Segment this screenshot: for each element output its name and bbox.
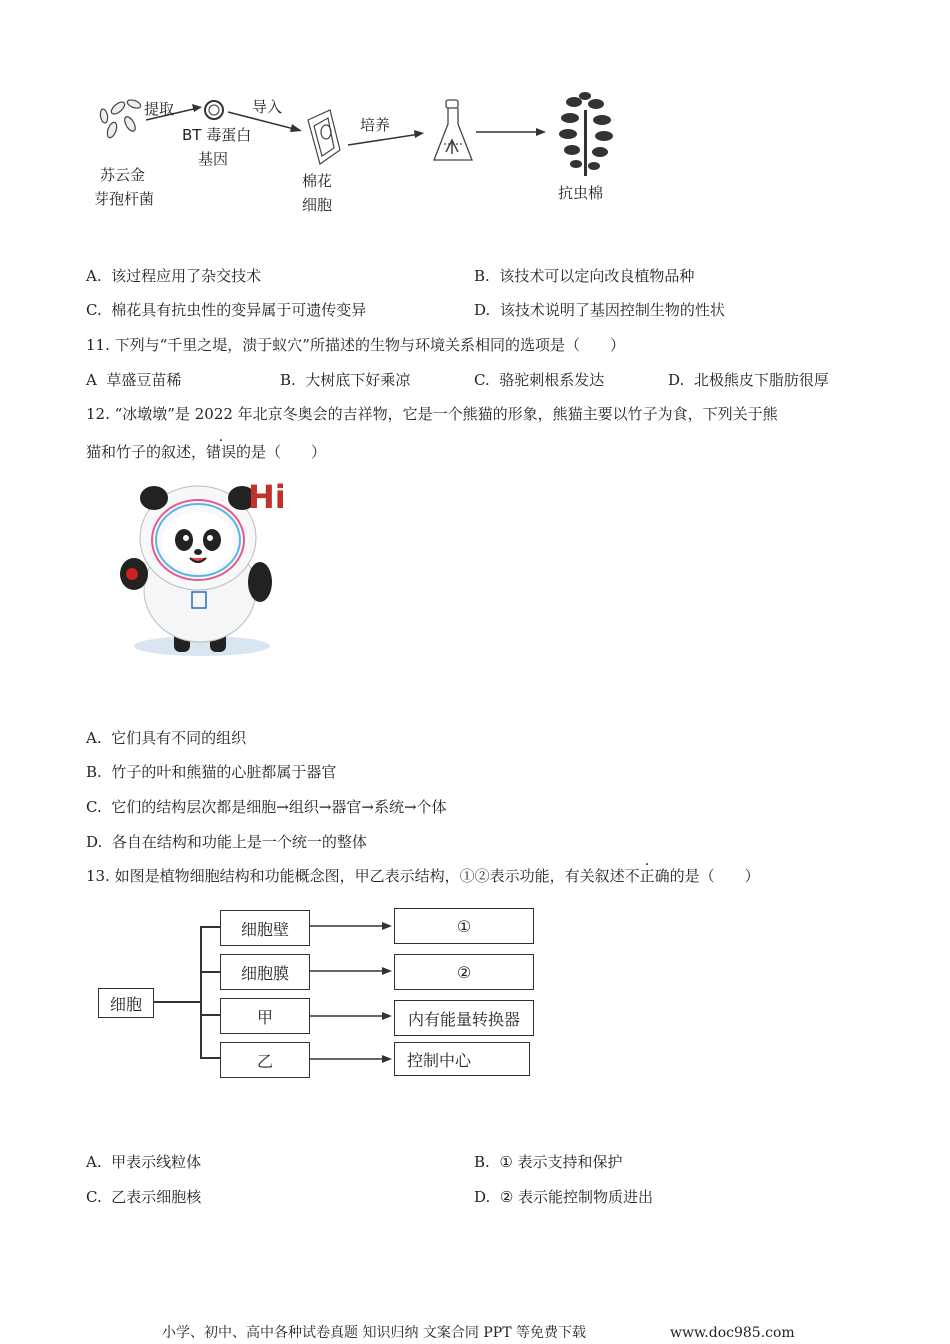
cotton-plant-icon: [559, 92, 613, 176]
q11-option-a: A 草盛豆苗稀: [86, 371, 182, 389]
map-structure-wall: 细胞壁: [220, 910, 310, 946]
label-cell-2: 细胞: [302, 196, 333, 214]
label-result: 抗虫棉: [558, 184, 604, 202]
mascot-image: [112, 478, 302, 668]
map-function-1: ①: [394, 908, 534, 944]
label-import: 导入: [252, 98, 283, 116]
q11-option-c: C. 骆驼刺根系发达: [474, 371, 605, 389]
footer-url[interactable]: www.doc985.com: [670, 1325, 795, 1341]
footer-text: 小学、初中、高中各种试卷真题 知识归纳 文案合同 PPT 等免费下载: [162, 1325, 586, 1341]
plasmid-icon: [205, 101, 223, 119]
cotton-cell-icon: [308, 110, 340, 164]
bacteria-icon: [99, 98, 141, 139]
q13-emphasis: 不正确: [624, 867, 670, 885]
q12-stem-line1: 12. “冰墩墩”是 2022 年北京冬奥会的吉祥物，它是一个熊猫的形象，熊猫主要以竹子为食，下列关于熊: [86, 405, 778, 423]
q11-option-b: B. 大树底下好乘凉: [280, 371, 411, 389]
q10-option-c: C. 棉花具有抗虫性的变异属于可遗传变异: [86, 301, 367, 319]
cell-concept-map: [96, 906, 546, 1086]
q12-option-a: A. 它们具有不同的组织: [86, 729, 247, 747]
q12-stem-line2: 猫和竹子的叙述，错误的是（ ）: [86, 443, 327, 461]
label-bacteria-2: 芽孢杆菌: [94, 190, 155, 208]
label-culture: 培养: [360, 116, 391, 134]
map-arrows: [308, 906, 398, 1086]
label-cell-1: 棉花: [302, 172, 333, 190]
q13-option-b: B. ① 表示支持和保护: [474, 1153, 623, 1171]
label-bacteria-1: 苏云金: [100, 166, 146, 184]
label-gene-2: 基因: [198, 150, 229, 168]
label-extract: 提取: [144, 100, 175, 118]
q12-option-b: B. 竹子的叶和熊猫的心脏都属于器官: [86, 763, 337, 781]
map-function-2: ②: [394, 954, 534, 990]
q12-emphasis: 错误: [206, 443, 237, 461]
q10-option-a: A. 该过程应用了杂交技术: [86, 267, 262, 285]
q13-option-d: D. ② 表示能控制物质进出: [474, 1188, 654, 1206]
map-structure-jia: 甲: [220, 998, 310, 1034]
q10-option-b: B. 该技术可以定向改良植物品种: [474, 267, 695, 285]
label-gene-1: BT 毒蛋白: [182, 126, 252, 144]
q11-stem: 11. 下列与“千里之堤，溃于蚁穴”所描述的生物与环境关系相同的选项是（ ）: [86, 336, 625, 354]
q10-option-d: D. 该技术说明了基因控制生物的性状: [474, 301, 725, 319]
q13-option-a: A. 甲表示线粒体: [86, 1153, 202, 1171]
map-structure-yi: 乙: [220, 1042, 310, 1078]
map-function-yi: 控制中心: [394, 1042, 530, 1076]
q13-option-c: C. 乙表示细胞核: [86, 1188, 202, 1206]
map-structure-membrane: 细胞膜: [220, 954, 310, 990]
map-function-jia: 内有能量转换器: [394, 1000, 534, 1036]
q12-option-d: D. 各自在结构和功能上是一个统一的整体: [86, 833, 367, 851]
q13-stem: 13. 如图是植物细胞结构和功能概念图，甲乙表示结构，①②表示功能，有关叙述不正确的是（ ）: [86, 867, 760, 885]
gmo-diagram: [90, 90, 650, 230]
q11-option-d: D. 北极熊皮下脂肪很厚: [668, 371, 829, 389]
arrow-culture: [348, 134, 420, 145]
flask-icon: [434, 100, 472, 160]
map-root-cell: 细胞: [98, 988, 154, 1018]
q12-option-c: C. 它们的结构层次都是细胞→组织→器官→系统→个体: [86, 798, 447, 816]
mascot-hi-text: Hi: [248, 478, 286, 516]
